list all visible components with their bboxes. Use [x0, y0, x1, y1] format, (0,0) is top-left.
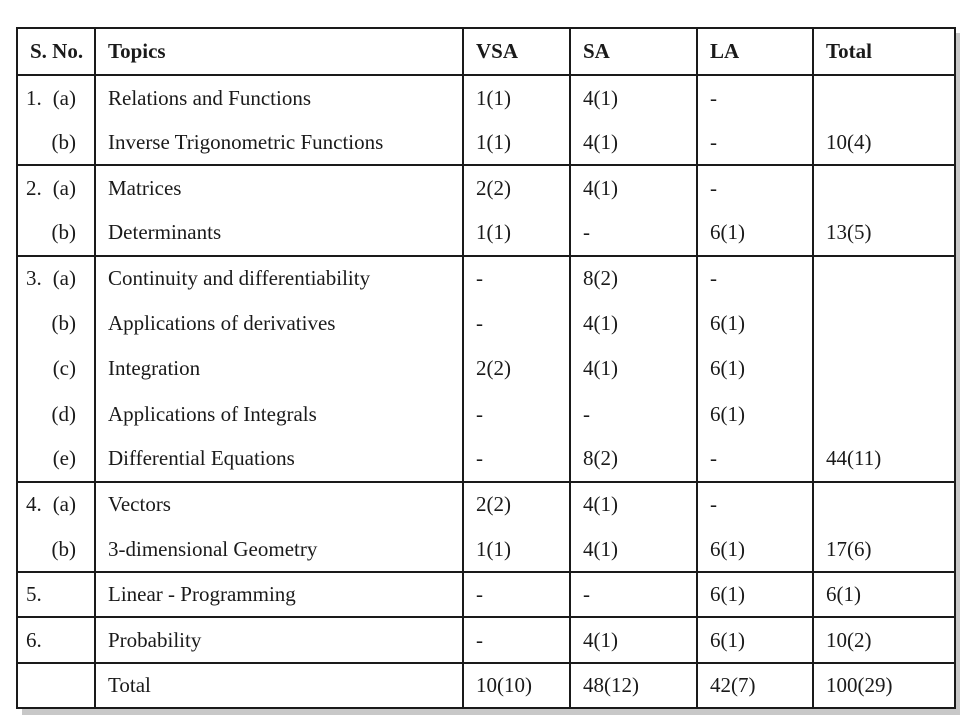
header-sa: SA	[570, 28, 697, 75]
cell-vsa: -	[463, 301, 570, 346]
cell-vsa: -	[463, 437, 570, 482]
cell-total: 44(11)	[813, 437, 955, 482]
marks-distribution-table	[16, 27, 956, 709]
cell-sa: 4(1)	[570, 617, 697, 662]
cell-sno	[17, 617, 95, 662]
cell-la: -	[697, 437, 813, 482]
cell-topic: Determinants	[95, 211, 463, 256]
serial-number: 4.	[26, 492, 42, 517]
header-sno: S. No.	[17, 28, 95, 75]
sub-label: (a)	[52, 85, 76, 110]
cell-topic: 3-dimensional Geometry	[95, 527, 463, 572]
cell-vsa: 10(10)	[463, 663, 570, 708]
cell-sno	[17, 391, 95, 436]
cell-sno	[17, 527, 95, 572]
cell-sa: -	[570, 211, 697, 256]
table-row	[17, 391, 955, 436]
cell-sa: 4(1)	[570, 346, 697, 391]
cell-la: -	[697, 120, 813, 165]
table-row	[17, 346, 955, 391]
table-row	[17, 572, 955, 617]
cell-total: 100(29)	[813, 663, 955, 708]
cell-topic: Matrices	[95, 165, 463, 210]
header-topics: Topics	[95, 28, 463, 75]
cell-sa: -	[570, 391, 697, 436]
cell-sa: -	[570, 572, 697, 617]
cell-vsa: 1(1)	[463, 120, 570, 165]
cell-total: 13(5)	[813, 211, 955, 256]
cell-topic: Applications of Integrals	[95, 391, 463, 436]
serial-number: 2.	[26, 176, 42, 200]
cell-topic: Linear - Programming	[95, 572, 463, 617]
cell-vsa: 1(1)	[463, 75, 570, 120]
cell-la: 6(1)	[697, 211, 813, 256]
cell-topic: Continuity and differentiability	[95, 256, 463, 301]
cell-vsa: 1(1)	[463, 527, 570, 572]
sub-label: (b)	[51, 129, 76, 154]
cell-sno	[17, 482, 95, 527]
cell-total	[813, 256, 955, 301]
cell-vsa: 2(2)	[463, 346, 570, 391]
serial-number: 3.	[26, 266, 42, 291]
cell-sno	[17, 211, 95, 256]
cell-la: 6(1)	[697, 572, 813, 617]
cell-vsa: -	[463, 391, 570, 436]
cell-la: -	[697, 75, 813, 120]
header-total: Total	[813, 28, 955, 75]
cell-vsa: 2(2)	[463, 165, 570, 210]
cell-la: 42(7)	[697, 663, 813, 708]
header-row	[17, 28, 955, 75]
cell-sno	[17, 301, 95, 346]
cell-sno	[17, 437, 95, 482]
sub-label: (a)	[52, 176, 76, 200]
cell-sa: 8(2)	[570, 256, 697, 301]
header-la: LA	[697, 28, 813, 75]
cell-la: -	[697, 165, 813, 210]
table-row	[17, 120, 955, 165]
cell-topic: Probability	[95, 617, 463, 662]
sub-label: (c)	[52, 356, 76, 381]
cell-la: -	[697, 256, 813, 301]
cell-sno	[17, 663, 95, 708]
cell-la: 6(1)	[697, 301, 813, 346]
sub-label: (b)	[51, 220, 76, 245]
cell-vsa: -	[463, 617, 570, 662]
cell-total: 10(4)	[813, 120, 955, 165]
cell-sno	[17, 346, 95, 391]
table-row	[17, 437, 955, 482]
serial-number: 6.	[26, 627, 42, 652]
cell-total: 6(1)	[813, 572, 955, 617]
cell-sa: 4(1)	[570, 75, 697, 120]
table-row	[17, 301, 955, 346]
cell-la: 6(1)	[697, 391, 813, 436]
cell-la: -	[697, 482, 813, 527]
sub-label: (b)	[51, 536, 76, 561]
cell-total	[813, 165, 955, 210]
table-row	[17, 527, 955, 572]
table-row	[17, 256, 955, 301]
cell-vsa: 2(2)	[463, 482, 570, 527]
cell-sa: 4(1)	[570, 527, 697, 572]
table-row	[17, 617, 955, 662]
cell-sa: 8(2)	[570, 437, 697, 482]
sub-label: (b)	[51, 311, 76, 336]
table-row	[17, 663, 955, 708]
cell-sa: 4(1)	[570, 165, 697, 210]
cell-topic: Inverse Trigonometric Functions	[95, 120, 463, 165]
cell-sa: 4(1)	[570, 482, 697, 527]
cell-vsa: -	[463, 256, 570, 301]
cell-la: 6(1)	[697, 346, 813, 391]
cell-sa: 4(1)	[570, 120, 697, 165]
cell-vsa: 1(1)	[463, 211, 570, 256]
sub-label: (d)	[51, 401, 76, 426]
cell-total: 10(2)	[813, 617, 955, 662]
cell-sa: 48(12)	[570, 663, 697, 708]
cell-sa: 4(1)	[570, 301, 697, 346]
cell-total	[813, 301, 955, 346]
cell-topic: Relations and Functions	[95, 75, 463, 120]
sub-label: (a)	[52, 492, 76, 517]
cell-la: 6(1)	[697, 527, 813, 572]
table-row	[17, 165, 955, 210]
sub-label: (a)	[52, 266, 76, 291]
cell-la: 6(1)	[697, 617, 813, 662]
cell-total: 17(6)	[813, 527, 955, 572]
serial-number: 1.	[26, 85, 42, 110]
header-vsa: VSA	[463, 28, 570, 75]
sub-label: (e)	[52, 446, 76, 471]
cell-sno	[17, 120, 95, 165]
cell-sno	[17, 75, 95, 120]
table-row	[17, 482, 955, 527]
table-body	[17, 75, 955, 708]
cell-total	[813, 346, 955, 391]
cell-topic: Applications of derivatives	[95, 301, 463, 346]
serial-number: 5.	[26, 582, 42, 607]
cell-topic: Integration	[95, 346, 463, 391]
cell-total	[813, 75, 955, 120]
cell-sno	[17, 572, 95, 617]
cell-vsa: -	[463, 572, 570, 617]
cell-total	[813, 391, 955, 436]
table-row	[17, 75, 955, 120]
cell-sno	[17, 256, 95, 301]
table-row	[17, 211, 955, 256]
cell-topic: Total	[95, 663, 463, 708]
cell-total	[813, 482, 955, 527]
cell-topic: Differential Equations	[95, 437, 463, 482]
cell-sno	[17, 165, 95, 210]
cell-topic: Vectors	[95, 482, 463, 527]
